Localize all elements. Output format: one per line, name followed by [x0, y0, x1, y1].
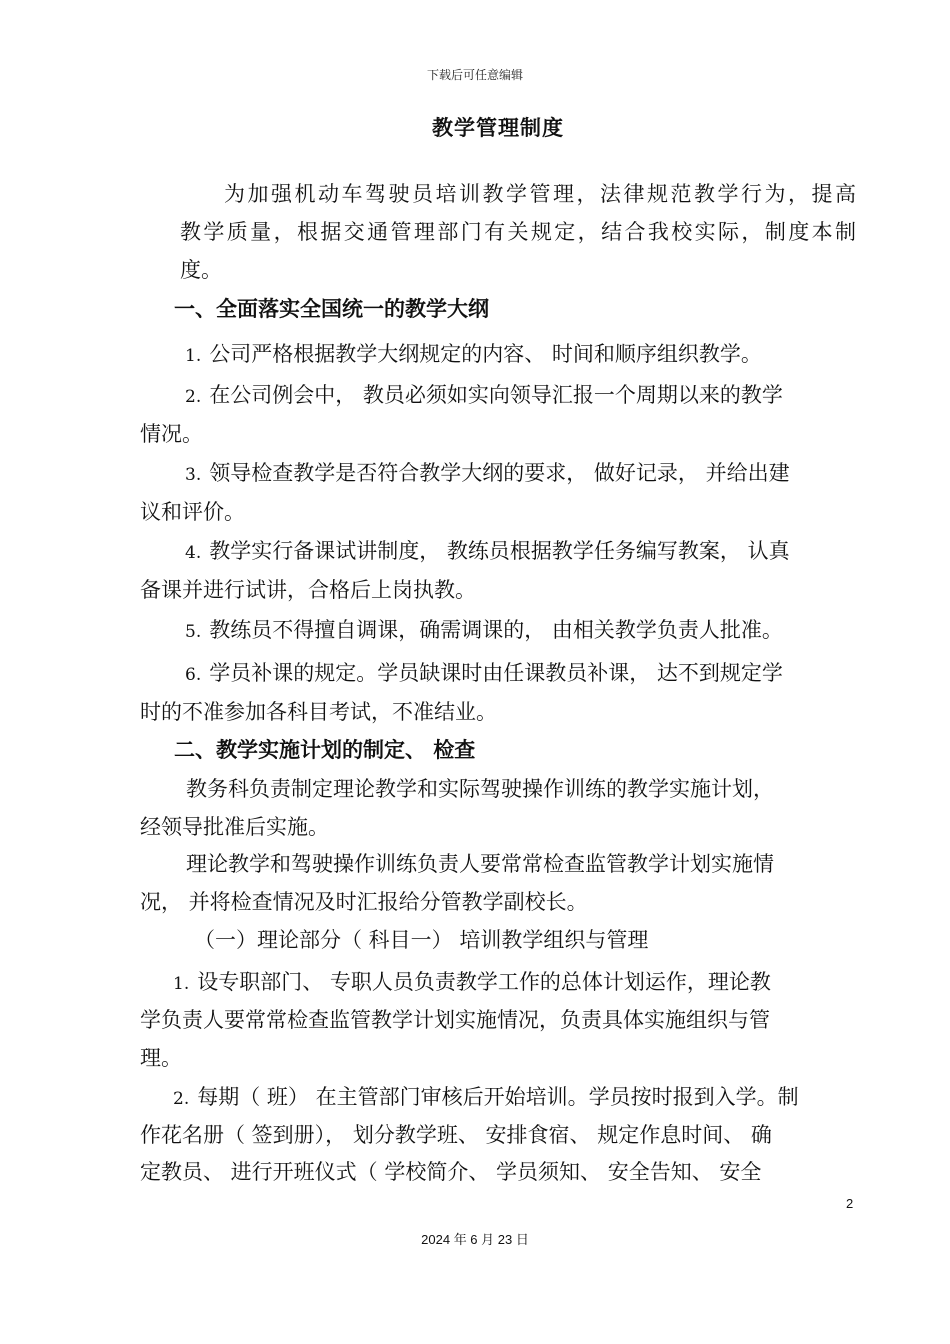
section-2-heading: 二、教学实施计划的制定、 检查	[174, 738, 476, 762]
document-title: 教学管理制度	[432, 116, 564, 140]
s1-item-4-cont: 备课并进行试讲，合格后上岗执教。	[140, 578, 476, 602]
s1-item-3	[185, 459, 790, 489]
s1-item-6-num: 6.	[185, 665, 202, 685]
s2-item-1	[173, 968, 771, 998]
s1-item-3-cont: 议和评价。	[140, 500, 245, 524]
s1-item-4-num: 4.	[185, 543, 202, 563]
s1-item-6-cont: 时的不准参加各科目考试，不准结业。	[140, 700, 497, 724]
s1-item-1-text: 公司严格根据教学大纲规定的内容、 时间和顺序组织教学。	[209, 342, 762, 366]
s2-item-2-num: 2.	[173, 1089, 190, 1109]
s1-item-5-text: 教练员不得擅自调课，确需调课的， 由相关教学负责人批准。	[209, 618, 783, 642]
s2-item-1-cont-2: 理。	[140, 1046, 182, 1070]
footer-date: 2024 年 6 月 23 日	[421, 1232, 529, 1247]
s1-item-2	[185, 381, 783, 411]
s1-item-4	[185, 537, 790, 567]
s2-para-2-line-2: 况， 并将检查情况及时汇报给分管教学副校长。	[140, 890, 588, 914]
s1-item-2-text: 在公司例会中， 教员必须如实向领导汇报一个周期以来的教学	[209, 383, 783, 407]
s1-item-4-text: 教学实行备课试讲制度， 教练员根据教学任务编写教案， 认真	[209, 539, 790, 563]
s2-item-2-text: 每期（ 班） 在主管部门审核后开始培训。学员按时报到入学。制	[197, 1085, 799, 1109]
s1-item-5-num: 5.	[185, 622, 202, 642]
s2-para-1-line-2: 经领导批准后实施。	[140, 815, 329, 839]
s2-item-2	[173, 1083, 799, 1113]
s1-item-1-num: 1.	[185, 346, 202, 366]
s2-item-2-cont-1: 作花名册（ 签到册）， 划分教学班、 安排食宿、 规定作息时间、 确	[140, 1123, 772, 1147]
section-1-heading: 一、全面落实全国统一的教学大纲	[174, 297, 489, 321]
s1-item-6-text: 学员补课的规定。学员缺课时由任课教员补课， 达不到规定学	[209, 661, 783, 685]
s1-item-5	[185, 616, 783, 646]
s1-item-2-cont: 情况。	[140, 422, 203, 446]
intro-line-1: 为加强机动车驾驶员培训教学管理，法律规范教学行为，提高	[224, 182, 856, 206]
s1-item-2-num: 2.	[185, 387, 202, 407]
s1-item-3-num: 3.	[185, 465, 202, 485]
s2-item-1-num: 1.	[173, 974, 190, 994]
s1-item-6	[185, 659, 783, 689]
s2-para-1-line-1: 教务科负责制定理论教学和实际驾驶操作训练的教学实施计划，	[186, 777, 774, 801]
s2-item-2-cont-2: 定教员、 进行开班仪式（ 学校简介、 学员须知、 安全告知、 安全	[140, 1160, 762, 1184]
s1-item-1	[185, 340, 762, 370]
s1-item-3-text: 领导检查教学是否符合教学大纲的要求， 做好记录， 并给出建	[209, 461, 790, 485]
header-note: 下载后可任意编辑	[426, 68, 523, 82]
s2-item-1-cont-1: 学负责人要常常检查监管教学计划实施情况，负责具体实施组织与管	[140, 1008, 770, 1032]
s2-sub-heading: （一）理论部分（ 科目一） 培训教学组织与管理	[194, 928, 649, 952]
s2-para-2-line-1: 理论教学和驾驶操作训练负责人要常常检查监管教学计划实施情	[186, 852, 774, 876]
intro-line-3: 度。	[180, 258, 222, 282]
intro-line-2: 教学质量，根据交通管理部门有关规定，结合我校实际，制度本制	[180, 220, 856, 244]
s2-item-1-text: 设专职部门、 专职人员负责教学工作的总体计划运作，理论教	[197, 970, 771, 994]
page-number: 2	[846, 1196, 854, 1211]
